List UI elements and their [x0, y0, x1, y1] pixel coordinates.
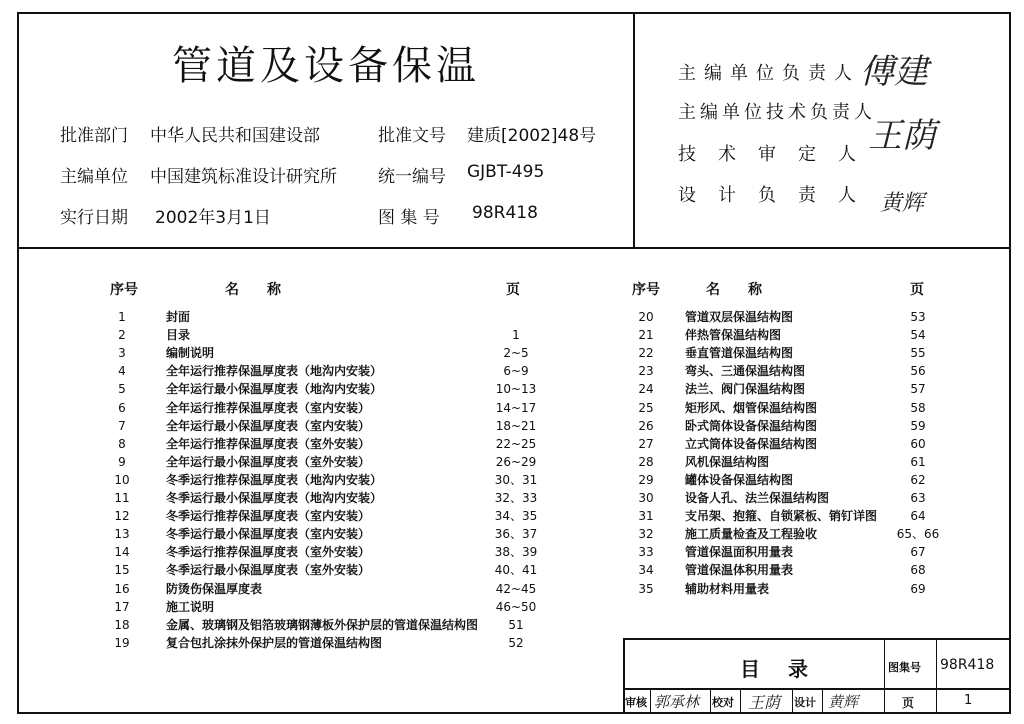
role-chief-tech: 主编单位技术负责人	[678, 102, 876, 123]
toc-row-number: 27	[638, 436, 654, 451]
info-label-unified-no: 统一编号	[378, 167, 446, 187]
toc-row	[0, 380, 1000, 398]
toc-row-name: 弯头、三通保温结构图	[685, 364, 806, 379]
info-value-atlas-no: 98R418	[472, 203, 538, 223]
toc-row-name: 伴热管保温结构图	[685, 328, 782, 343]
toc-row-name: 全年运行推荐保温厚度表（室外安装）	[166, 436, 371, 451]
tb-review-signature: 郭承林	[654, 693, 700, 711]
tb-v1	[884, 638, 885, 714]
toc-row-page: 62	[910, 472, 926, 487]
toc-row-page: 54	[910, 328, 926, 343]
toc-row-page: 26~29	[495, 454, 537, 469]
toc-row-number: 23	[638, 364, 654, 379]
toc-header-name-left: 名 称	[225, 282, 281, 298]
info-value-editor-unit: 中国建筑标准设计研究所	[150, 167, 337, 187]
toc-row-page: 40、41	[494, 563, 538, 578]
toc-row	[0, 344, 1000, 362]
toc-row-page: 57	[910, 382, 926, 397]
toc-row-page: 6~9	[503, 364, 529, 379]
toc-header-page-left: 页	[506, 282, 520, 298]
tb-check-signature: 王荫	[748, 693, 781, 712]
toc-row	[0, 616, 620, 634]
toc-row-page: 67	[910, 545, 926, 560]
toc-row-name: 辅助材料用量表	[685, 581, 770, 596]
toc-row-number: 12	[114, 509, 130, 524]
toc-row-name: 封面	[166, 310, 191, 324]
toc-row-number: 3	[118, 346, 126, 361]
info-label-approval-no: 批准文号	[378, 126, 446, 146]
toc-row-page: 14~17	[495, 400, 537, 415]
toc-row-page: 52	[508, 635, 524, 650]
tb-v7	[822, 688, 823, 714]
toc-row-page: 36、37	[494, 527, 538, 542]
toc-row-number: 21	[638, 328, 654, 343]
toc-row-name: 冬季运行最小保温厚度表（室内安装）	[166, 527, 371, 542]
info-label-effective-date: 实行日期	[60, 208, 128, 228]
tb-page-no: 1	[964, 693, 973, 708]
toc-row-name: 冬季运行最小保温厚度表（室外安装）	[166, 563, 371, 578]
toc-row-page: 30、31	[494, 472, 538, 487]
toc-row-number: 24	[638, 382, 654, 397]
toc-row-number: 17	[114, 599, 130, 614]
toc-row	[0, 561, 1000, 579]
toc-row-name: 管道双层保温结构图	[685, 310, 794, 324]
toc-row-number: 33	[638, 545, 654, 560]
toc-row-name: 冬季运行推荐保温厚度表（地沟内安装）	[166, 472, 383, 487]
toc-row-name: 垂直管道保温结构图	[685, 346, 794, 361]
toc-row-page: 51	[508, 617, 524, 632]
tb-check-label: 校对	[712, 696, 734, 709]
toc-row-name: 矩形风、烟管保温结构图	[685, 400, 818, 415]
toc-header-name-right: 名 称	[706, 282, 762, 298]
tb-atlas-no: 98R418	[940, 657, 995, 673]
toc-row-page: 58	[910, 400, 926, 415]
role-chief-editor-unit: 主编单位负责人	[678, 63, 860, 84]
toc-row-page: 59	[910, 418, 926, 433]
info-value-approval-dept: 中华人民共和国建设部	[150, 126, 320, 146]
toc-row-number: 2	[118, 328, 126, 343]
toc-row-page: 34、35	[494, 509, 538, 524]
toc-row-name: 卧式筒体设备保温结构图	[685, 418, 818, 433]
toc-row	[0, 399, 1000, 417]
toc-row-name: 目录	[166, 328, 191, 343]
toc-row-number: 34	[638, 563, 654, 578]
tb-design-label: 设计	[794, 696, 816, 709]
toc-row	[0, 543, 1000, 561]
toc-row-name: 支吊架、抱箍、自锁紧板、销钉详图	[685, 509, 878, 524]
toc-row-page: 2~5	[503, 346, 529, 361]
toc-row-number: 16	[114, 581, 130, 596]
toc-row-page: 65、66	[896, 527, 940, 542]
info-value-effective-date: 2002年3月1日	[155, 208, 271, 228]
toc-row-name: 立式筒体设备保温结构图	[685, 436, 818, 451]
toc-row-page: 64	[910, 509, 926, 524]
toc-row-page: 53	[910, 310, 926, 324]
toc-header-no-right: 序号	[632, 282, 660, 298]
toc-row-page: 18~21	[495, 418, 537, 433]
toc-row	[0, 417, 1000, 435]
toc-row-name: 全年运行最小保温厚度表（室内安装）	[166, 418, 371, 433]
toc-row-page: 46~50	[495, 599, 537, 614]
toc-row-number: 22	[638, 346, 654, 361]
toc-row-page: 38、39	[494, 545, 538, 560]
toc-row-page: 56	[910, 364, 926, 379]
toc-row-name: 全年运行最小保温厚度表（室外安装）	[166, 454, 371, 469]
toc-row-number: 15	[114, 563, 130, 578]
tb-v6	[792, 688, 793, 714]
info-value-unified-no: GJBT-495	[467, 162, 545, 182]
tb-v4	[710, 688, 711, 714]
toc-row	[0, 489, 1000, 507]
toc-row-number: 14	[114, 545, 130, 560]
toc-row-page: 68	[910, 563, 926, 578]
toc-row	[0, 362, 1000, 380]
tb-title: 目 录	[740, 657, 812, 681]
tb-mid	[623, 688, 1011, 690]
toc-row-page: 42~45	[495, 581, 537, 596]
toc-row-name: 冬季运行推荐保温厚度表（室内安装）	[166, 509, 371, 524]
toc-row-name: 法兰、阀门保温结构图	[685, 382, 806, 397]
toc-row-number: 20	[638, 310, 654, 324]
toc-row	[0, 525, 1000, 543]
signature-chief-tech: 王荫	[868, 116, 936, 156]
header-divider	[633, 12, 635, 249]
toc-row-number: 25	[638, 400, 654, 415]
toc-row-name: 复合包扎涂抹外保护层的管道保温结构图	[166, 635, 383, 650]
tb-v2	[936, 638, 937, 714]
toc-row-name: 设备人孔、法兰保温结构图	[685, 491, 830, 505]
signature-design-lead: 黄辉	[880, 191, 925, 216]
role-tech-review: 技术审定人	[678, 144, 878, 165]
info-label-atlas-no: 图 集 号	[378, 208, 440, 228]
toc-row-name: 施工说明	[166, 599, 215, 614]
role-design-lead: 设计负责人	[678, 185, 878, 206]
toc-row	[0, 308, 1000, 326]
tb-review-label: 审核	[625, 696, 647, 709]
toc-row-number: 9	[118, 454, 126, 469]
toc-row-name: 风机保温结构图	[685, 454, 770, 469]
toc-row-number: 13	[114, 527, 130, 542]
signature-chief-editor: 傅建	[860, 52, 928, 92]
toc-row-number: 35	[638, 581, 654, 596]
toc-row	[0, 453, 1000, 471]
toc-row-name: 编制说明	[166, 346, 215, 361]
tb-design-signature: 黄辉	[828, 693, 859, 711]
tb-atlas-label: 图集号	[888, 661, 921, 674]
toc-row-page: 10~13	[495, 382, 537, 397]
toc-row-name: 冬季运行最小保温厚度表（地沟内安装）	[166, 491, 383, 505]
toc-row-number: 10	[114, 472, 130, 487]
toc-row	[0, 598, 620, 616]
toc-header-page-right: 页	[910, 282, 924, 298]
toc-header-no-left: 序号	[110, 282, 138, 298]
toc-row-number: 8	[118, 436, 126, 451]
toc-row-number: 30	[638, 491, 654, 505]
toc-row-name: 冬季运行推荐保温厚度表（室外安装）	[166, 545, 371, 560]
toc-row-number: 6	[118, 400, 126, 415]
toc-row-page: 55	[910, 346, 926, 361]
toc-row-page: 69	[910, 581, 926, 596]
toc-row-number: 7	[118, 418, 126, 433]
toc-row-name: 全年运行推荐保温厚度表（室内安装）	[166, 400, 371, 415]
info-label-approval-dept: 批准部门	[60, 126, 128, 146]
toc-row-number: 29	[638, 472, 654, 487]
toc-row-name: 防烫伤保温厚度表	[166, 581, 263, 596]
toc-row-number: 1	[118, 310, 126, 324]
info-value-approval-no: 建质[2002]48号	[467, 126, 597, 146]
toc-row	[0, 471, 1000, 489]
toc-row-number: 26	[638, 418, 654, 433]
toc-row-page: 22~25	[495, 436, 537, 451]
tb-v3	[650, 688, 651, 714]
toc-row	[0, 326, 1000, 344]
info-label-editor-unit: 主编单位	[60, 167, 128, 187]
toc-row-name: 管道保温面积用量表	[685, 545, 794, 560]
toc-row-number: 11	[114, 491, 130, 505]
toc-row-number: 19	[114, 635, 130, 650]
toc-row	[0, 634, 620, 652]
toc-row-name: 施工质量检查及工程验收	[685, 527, 818, 542]
page-title: 管道及设备保温	[172, 43, 480, 89]
tb-top	[623, 638, 1011, 640]
toc-row-name: 金属、玻璃钢及铝箔玻璃钢薄板外保护层的管道保温结构图	[166, 617, 479, 632]
toc-row-number: 5	[118, 382, 126, 397]
toc-row-name: 罐体设备保温结构图	[685, 472, 794, 487]
toc-row	[0, 435, 1000, 453]
toc-row-name: 全年运行推荐保温厚度表（地沟内安装）	[166, 364, 383, 379]
toc-row-number: 28	[638, 454, 654, 469]
toc-row	[0, 507, 1000, 525]
toc-row-page: 63	[910, 491, 926, 505]
toc-row-name: 全年运行最小保温厚度表（地沟内安装）	[166, 382, 383, 397]
toc-row-page: 32、33	[494, 491, 538, 505]
toc-row-page: 60	[910, 436, 926, 451]
tb-page-label: 页	[902, 696, 915, 710]
toc-row-number: 32	[638, 527, 654, 542]
toc-row-number: 18	[114, 617, 130, 632]
toc-row-page: 1	[512, 328, 520, 343]
toc-row	[0, 580, 1000, 598]
toc-row-name: 管道保温体积用量表	[685, 563, 794, 578]
tb-v5	[740, 688, 741, 714]
toc-row-page: 61	[910, 454, 926, 469]
toc-row-number: 31	[638, 509, 654, 524]
toc-row-number: 4	[118, 364, 126, 379]
